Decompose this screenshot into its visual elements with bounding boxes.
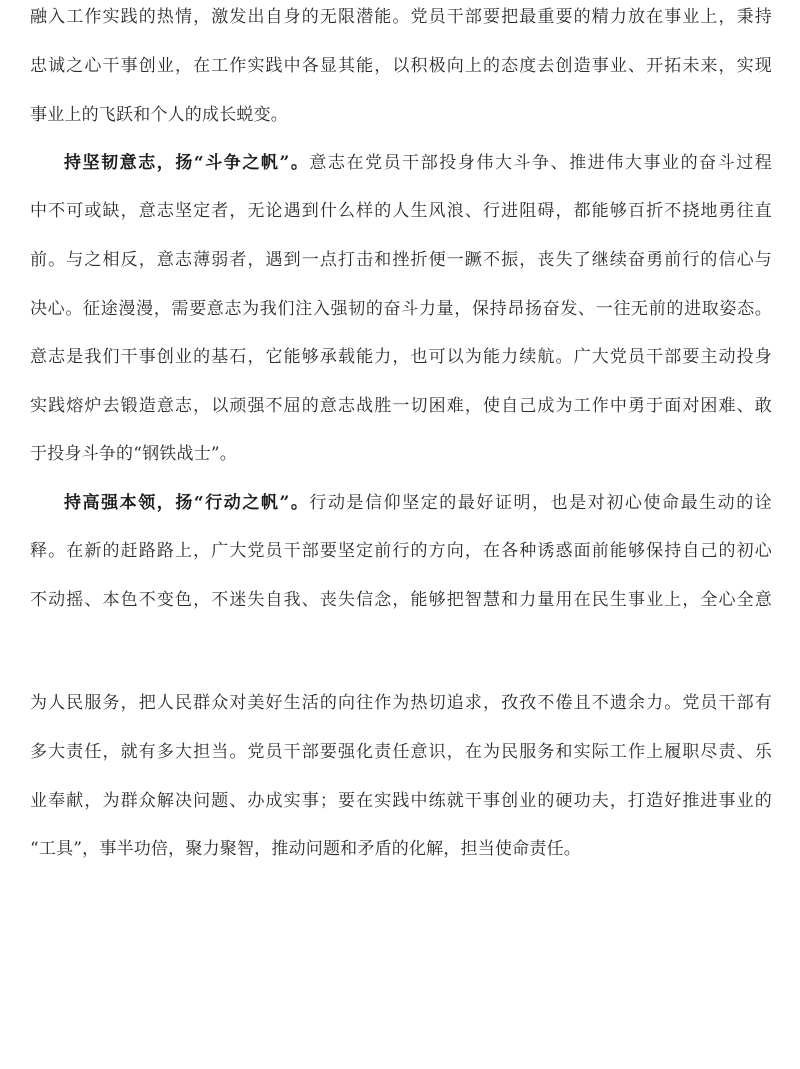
body-text-line: 实践熔炉去锻造意志，以顽强不屈的意志战胜一切困难，使自己成为工作中勇于面对困难、敢 — [30, 396, 772, 416]
body-text-line: 决心。征途漫漫，需要意志为我们注入强韧的奋斗力量，保持昂扬奋发、一往无前的进取姿态。 — [30, 299, 772, 319]
body-text-line: 多大责任，就有多大担当。党员干部要强化责任意识，在为民服务和实际工作上履职尽责、乐 — [30, 742, 772, 762]
body-text-line: 忠诚之心干事创业，在工作实践中各显其能，以积极向上的态度去创造事业、开拓未来，实现 — [30, 56, 772, 76]
body-text-line: 于投身斗争的“钢铁战士”。 — [30, 444, 237, 464]
body-text-line: “工具”，事半功倍，聚力聚智，推动问题和矛盾的化解，担当使命责任。 — [30, 839, 581, 859]
paragraph-heading: 持坚韧意志，扬“斗争之帆”。 — [64, 153, 310, 173]
body-text-line: 为人民服务，把人民群众对美好生活的向往作为热切追求，孜孜不倦且不遗余力。党员干部有 — [30, 693, 772, 713]
body-text-line: 中不可或缺，意志坚定者，无论遇到什么样的人生风浪、行进阻碍，都能够百折不挠地勇往直 — [30, 201, 772, 221]
body-text-line: 业奉献，为群众解决问题、办成实事；要在实践中练就干事创业的硬功夫，打造好推进事业的 — [30, 791, 772, 811]
body-text-line: 事业上的飞跃和个人的成长蜕变。 — [30, 105, 288, 125]
body-text-line: 不动摇、本色不变色，不迷失自我、丧失信念，能够把智慧和力量用在民生事业上，全心全意 — [30, 590, 772, 610]
body-text-line: 意志是我们干事创业的基石，它能够承载能力，也可以为能力续航。广大党员干部要主动投身 — [30, 347, 772, 367]
paragraph-heading: 持高强本领，扬“行动之帆”。 — [64, 493, 310, 513]
body-text-span: 行动是信仰坚定的最好证明，也是对初心使命最生动的诠 — [309, 493, 772, 513]
body-text-line: 融入工作实践的热情，激发出自身的无限潜能。党员干部要把最重要的精力放在事业上，秉持 — [30, 7, 772, 27]
paragraph-first-line — [64, 148, 772, 178]
body-text-span: 意志在党员干部投身伟大斗争、推进伟大事业的奋斗过程 — [309, 153, 772, 173]
body-text-line: 释。在新的赶路路上，广大党员干部要坚定前行的方向，在各种诱惑面前能够保持自己的初心 — [30, 541, 772, 561]
paragraph-first-line — [64, 488, 772, 518]
body-text-line: 前。与之相反，意志薄弱者，遇到一点打击和挫折便一蹶不振，丧失了继续奋勇前行的信心与 — [30, 250, 772, 270]
